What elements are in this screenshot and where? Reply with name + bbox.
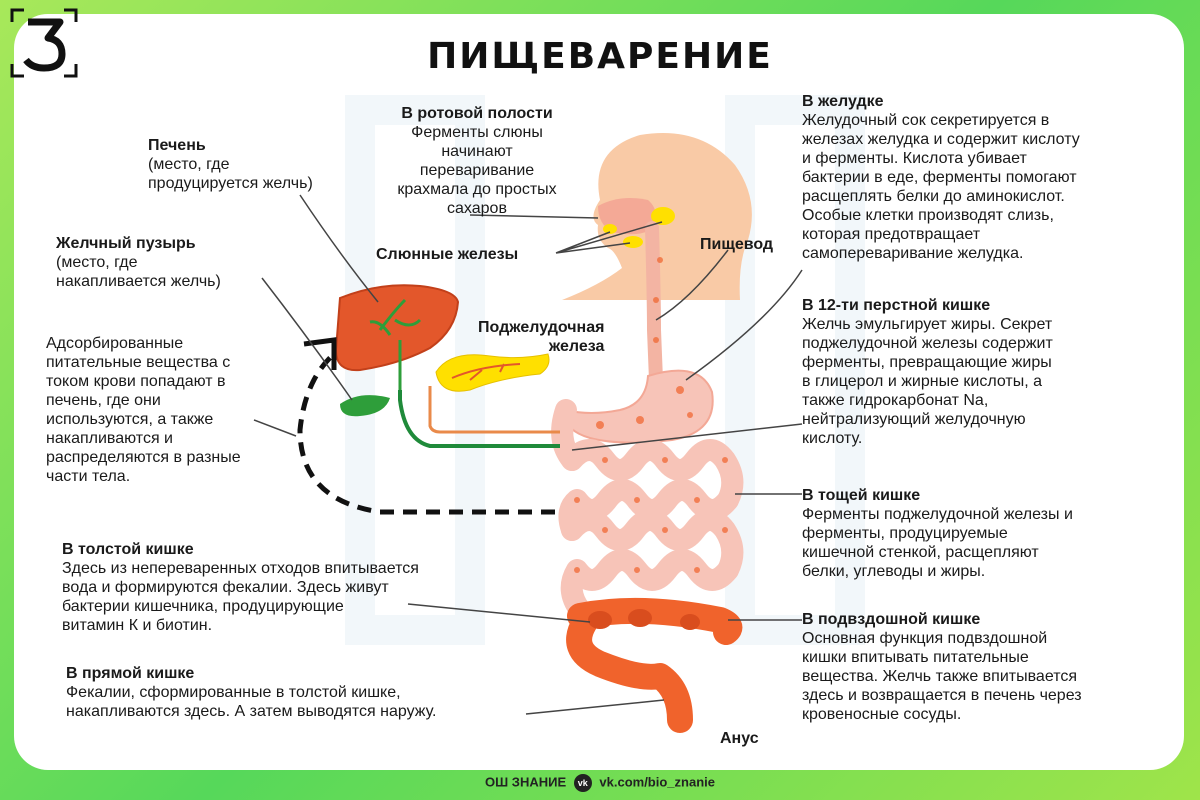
esophagus [652, 228, 656, 380]
pancreatic-duct-line [430, 386, 560, 432]
label-jejunum: В тощей кишке Ферменты поджелудочной железы и ферменты, продуцируемые кишечной стенкой, расщепляют белки, углеводы и жиры. [802, 487, 1073, 580]
label-esophagus: Пищевод [700, 236, 774, 253]
label-salivary-glands: Слюнные железы [376, 246, 519, 263]
vk-icon: vk [574, 774, 592, 792]
stomach [566, 371, 713, 443]
pancreas [436, 354, 549, 391]
label-mouth: В ротовой полости Ферменты слюны начинают переваривание крахмала до простых сахаров [397, 105, 557, 217]
label-anus: Анус [720, 730, 759, 747]
label-liver: Печень (место, где продуцируется желчь) [148, 137, 313, 192]
page-title: ПИЩЕВАРЕНИЕ [427, 36, 773, 77]
footer-brand: ОШ ЗНАНИЕ [485, 774, 567, 790]
label-rectum: В прямой кишке Фекалии, сформированные в толстой кишке, накапливаются здесь. А затем выводятся наружу. [66, 665, 437, 720]
footer-link[interactable]: vk.com/bio_znanie [599, 774, 715, 790]
label-duodenum: В 12-ти перстной кишке Желчь эмульгирует жиры. Секрет поджелудочной железы содержит ферменты, превращающие жиры в глицерол и жирные кислоты, а также гидрокарбонат Na, нейтрализующий желудочную кислоту. [802, 297, 1053, 447]
footer [0, 774, 1200, 792]
salivary-gland [623, 236, 643, 248]
label-colon: В толстой кишке Здесь из непереваренных отходов впитывается вода и формируются фекалии. Здесь живут бактерии кишечника, продуцирующие витамин К и биотин. [62, 541, 419, 634]
label-gallbladder: Желчный пузырь (место, где накапливается желчь) [56, 235, 221, 290]
liver [336, 285, 458, 370]
label-absorbed-nutrients: Адсорбированные питательные вещества с током крови попадают в печень, где они используются, а также накапливаются и распределяются в разные части тела. [46, 335, 241, 485]
label-stomach: В желудке Желудочный сок секретируется в железах желудка и содержит кислоту и ферменты. Кислота убивает бактерии в еде, ферменты помогают расщеплять белки до аминокислот. Особые клетки производят слизь, которая предотвращает самопереваривание желудка. [802, 93, 1080, 262]
label-ileum: В подвздошной кишке Основная функция подвздошной кишки впитывать питательные вещества. Желчь также впитывается здесь и возвращается в печень через кровеносные сосуды. [802, 611, 1082, 723]
label-pancreas: Поджелудочная железа [478, 319, 605, 355]
small-intestine [569, 450, 732, 610]
